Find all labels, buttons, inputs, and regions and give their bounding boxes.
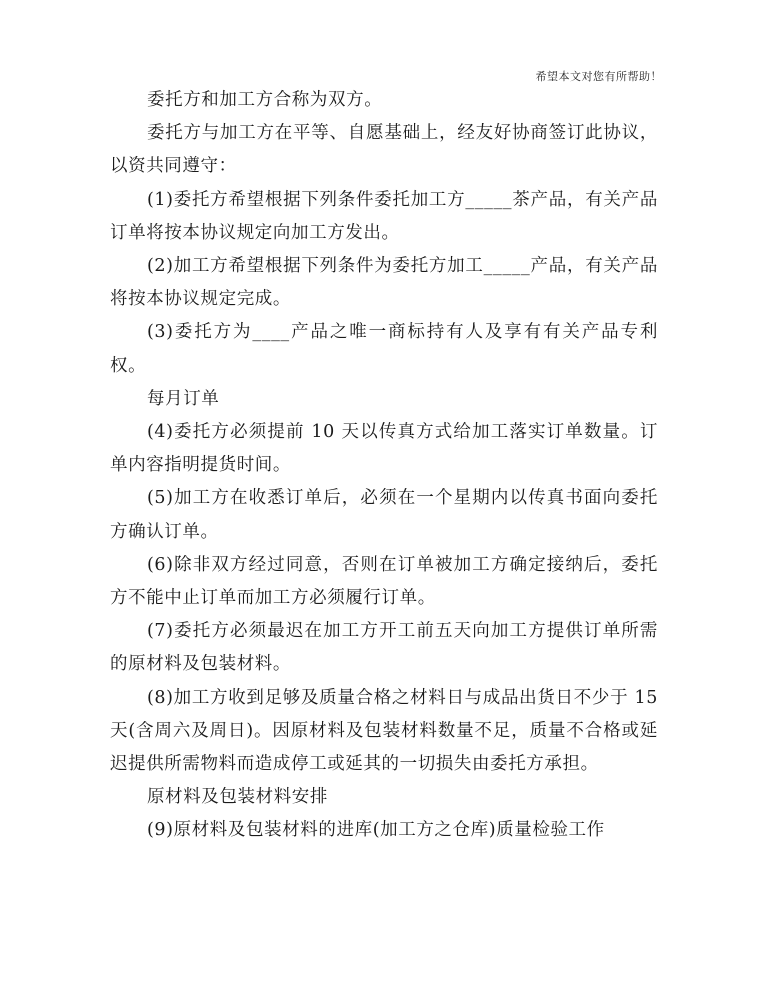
paragraph-preamble: 委托方与加工方在平等、自愿基础上，经友好协商签订此协议，以资共同遵守： xyxy=(110,123,658,177)
clause-5: (5)加工方在收悉订单后，必须在一个星期内以传真书面向委托方确认订单。 xyxy=(110,488,658,542)
header-note: 希望本文对您有所帮助！ xyxy=(535,70,662,83)
clause-1: (1)委托方希望根据下列条件委托加工方_____茶产品，有关产品订单将按本协议规定向加工方发出。 xyxy=(110,189,658,243)
section-heading-monthly-orders: 每月订单 xyxy=(147,388,220,409)
clause-6: (6)除非双方经过同意，否则在订单被加工方确定接纳后，委托方不能中止订单而加工方必须履行订单。 xyxy=(110,554,658,609)
clause-4: (4)委托方必须提前 10 天以传真方式给加工落实订单数量。订单内容指明提货时间。 xyxy=(110,422,658,476)
document-body xyxy=(110,84,658,848)
section-heading-materials: 原材料及包装材料安排 xyxy=(147,787,328,808)
paragraph-parties: 委托方和加工方合称为双方。 xyxy=(147,90,383,110)
clause-9: (9)原材料及包装材料的进库(加工方之仓库)质量检验工作 xyxy=(147,820,605,841)
clause-8: (8)加工方收到足够及质量合格之材料日与成品出货日不少于 15 天(含周六及周日)。因原材料及包装材料数量不足，质量不合格或延迟提供所需物料而造成停工或延其的一切损失由委托方承担。 xyxy=(110,687,658,775)
clause-2: (2)加工方希望根据下列条件为委托方加工_____产品，有关产品将按本协议规定完成。 xyxy=(110,256,658,310)
clause-7: (7)委托方必须最迟在加工方开工前五天向加工方提供订单所需的原材料及包装材料。 xyxy=(110,621,658,675)
clause-3: (3)委托方为____产品之唯一商标持有人及享有有关产品专利权。 xyxy=(110,322,658,376)
